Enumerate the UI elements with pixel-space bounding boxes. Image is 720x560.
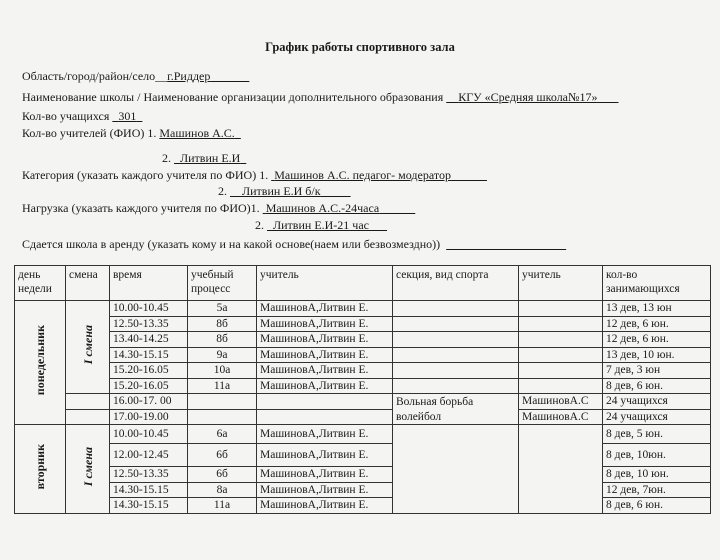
table-row xyxy=(15,332,711,348)
teacher-cell: МашиновА,Литвин Е. xyxy=(257,467,393,483)
section-cell xyxy=(393,347,519,363)
teacher-cell: МашиновА,Литвин Е. xyxy=(257,332,393,348)
day-cell xyxy=(15,425,66,514)
teacher-cell: МашиновА,Литвин Е. xyxy=(257,378,393,394)
teacher-cell xyxy=(257,409,393,425)
category-value-2: Литвин Е.И б/к xyxy=(242,184,321,198)
time-cell: 12.50-13.35 xyxy=(110,467,188,483)
shift-cell xyxy=(66,425,110,514)
schedule-table xyxy=(14,265,711,514)
rent-label: Сдается школа в аренду (указать кому и на какой основе(наем или безвозмездно)) xyxy=(22,237,441,251)
teachers-line-2 xyxy=(162,151,246,166)
class-cell: 9а xyxy=(188,347,257,363)
category-n2: 2. xyxy=(218,184,227,198)
section-cell: волейбол xyxy=(393,409,519,425)
school-line xyxy=(22,90,618,105)
teacher-cell: МашиновА,Литвин Е. xyxy=(257,482,393,498)
class-cell: 10а xyxy=(188,363,257,379)
count-cell: 8 дев, 6 юн. xyxy=(603,498,711,514)
table-row xyxy=(15,301,711,317)
region-line: Область/город/район/село__г.Риддер xyxy=(22,69,211,83)
teacher2-cell xyxy=(519,301,603,317)
count-cell: 8 дев, 5 юн. xyxy=(603,425,711,444)
teacher2-cell: МашиновА.С xyxy=(519,409,603,425)
shift-cell xyxy=(66,301,110,394)
shift-label: I смена xyxy=(80,325,95,365)
document-title: График работы спортивного зала xyxy=(265,40,455,54)
count-cell: 8 дев, 10 юн. xyxy=(603,467,711,483)
teacher2-cell: МашиновА.С xyxy=(519,394,603,410)
class-cell: 11а xyxy=(188,378,257,394)
count-cell: 13 дев, 13 юн xyxy=(603,301,711,317)
class-cell: 6а xyxy=(188,425,257,444)
category-label: Категория (указать каждого учителя по ФИО) 1. xyxy=(22,168,269,182)
teacher-cell: МашиновА,Литвин Е. xyxy=(257,425,393,444)
count-cell: 24 учащихся xyxy=(603,394,711,410)
header-teacher-2: учитель xyxy=(519,266,603,301)
count-cell: 12 дев, 6 юн. xyxy=(603,316,711,332)
day-cell xyxy=(15,301,66,425)
teacher2-cell xyxy=(519,347,603,363)
teacher-cell xyxy=(257,394,393,410)
table-row xyxy=(15,363,711,379)
header-process: учебный процесс xyxy=(188,266,257,301)
teacher2-cell xyxy=(519,332,603,348)
time-cell: 16.00-17. 00 xyxy=(110,394,188,410)
count-cell: 8 дев, 10юн. xyxy=(603,444,711,467)
header-teacher: учитель xyxy=(257,266,393,301)
load-label: Нагрузка (указать каждого учителя по ФИО)1. xyxy=(22,201,260,215)
class-cell xyxy=(188,409,257,425)
students-label: Кол-во учащихся xyxy=(22,109,110,123)
rent-line xyxy=(22,237,566,252)
teacher-cell: МашиновА,Литвин Е. xyxy=(257,363,393,379)
table-header-row xyxy=(15,266,711,301)
time-cell: 12.50-13.35 xyxy=(110,316,188,332)
section-cell xyxy=(393,378,519,394)
section-cell xyxy=(393,301,519,317)
students-value: 301 xyxy=(118,109,137,123)
count-cell: 8 дев, 6 юн. xyxy=(603,378,711,394)
table-row xyxy=(15,347,711,363)
teachers-label: Кол-во учителей (ФИО) 1. xyxy=(22,126,157,140)
class-cell xyxy=(188,394,257,410)
teachers-line xyxy=(22,126,241,141)
table-row xyxy=(15,467,711,483)
load-n2: 2. xyxy=(255,218,264,232)
category-line-2 xyxy=(218,184,351,199)
day-label: вторник xyxy=(33,444,47,490)
count-cell: 7 дев, 3 юн xyxy=(603,363,711,379)
region-label: Область/город/район/село xyxy=(22,69,156,83)
teacher-cell: МашиновА,Литвин Е. xyxy=(257,316,393,332)
section-cell xyxy=(393,425,519,514)
teachers-value-1: Машинов А.С. xyxy=(159,126,235,140)
class-cell: 6б xyxy=(188,467,257,483)
class-cell: 8б xyxy=(188,332,257,348)
time-cell: 10.00-10.45 xyxy=(110,425,188,444)
region-value: г.Риддер xyxy=(167,69,211,83)
time-cell: 13.40-14.25 xyxy=(110,332,188,348)
count-cell: 12 дев, 7юн. xyxy=(603,482,711,498)
class-cell: 6б xyxy=(188,444,257,467)
section-cell xyxy=(393,363,519,379)
class-cell: 11а xyxy=(188,498,257,514)
load-value-2: Литвин Е.И-21 час xyxy=(273,218,369,232)
table-row xyxy=(15,482,711,498)
count-cell: 24 учащихся xyxy=(603,409,711,425)
header-day: день недели xyxy=(15,266,66,301)
shift-cell xyxy=(66,409,110,425)
table-row xyxy=(15,378,711,394)
time-cell: 15.20-16.05 xyxy=(110,378,188,394)
count-cell: 13 дев, 10 юн. xyxy=(603,347,711,363)
table-row xyxy=(15,394,711,410)
teacher2-cell xyxy=(519,363,603,379)
teacher2-cell xyxy=(519,316,603,332)
time-cell: 14.30-15.15 xyxy=(110,498,188,514)
table-row xyxy=(15,409,711,425)
header-shift: смена xyxy=(66,266,110,301)
header-section: секция, вид спорта xyxy=(393,266,519,301)
table-row xyxy=(15,316,711,332)
table-row xyxy=(15,444,711,467)
teacher-cell: МашиновА,Литвин Е. xyxy=(257,498,393,514)
class-cell: 8б xyxy=(188,316,257,332)
day-label: понедельник xyxy=(33,325,47,396)
count-cell: 12 дев, 6 юн. xyxy=(603,332,711,348)
shift-label: I смена xyxy=(80,447,95,487)
table-row xyxy=(15,425,711,444)
category-value-1: Машинов А.С. педагог- модератор xyxy=(274,168,451,182)
time-cell: 14.30-15.15 xyxy=(110,347,188,363)
school-label: Наименование школы / Наименование организации дополнительного образования xyxy=(22,90,444,104)
class-cell: 5а xyxy=(188,301,257,317)
section-cell xyxy=(393,332,519,348)
teachers-n2: 2. xyxy=(162,151,171,165)
load-line xyxy=(22,201,415,216)
header-time: время xyxy=(110,266,188,301)
load-line-2 xyxy=(255,218,387,233)
load-value-1: Машинов А.С.-24часа xyxy=(265,201,380,215)
header-count: кол-во занимающихся xyxy=(603,266,711,301)
time-cell: 15.20-16.05 xyxy=(110,363,188,379)
students-line xyxy=(22,109,142,124)
teachers-value-2: Литвин Е.И xyxy=(180,151,241,165)
section-cell xyxy=(393,316,519,332)
time-cell: 10.00-10.45 xyxy=(110,301,188,317)
time-cell: 12.00-12.45 xyxy=(110,444,188,467)
time-cell: 14.30-15.15 xyxy=(110,482,188,498)
table-row xyxy=(15,498,711,514)
section-cell: Вольная борьба xyxy=(393,394,519,410)
teacher-cell: МашиновА,Литвин Е. xyxy=(257,444,393,467)
shift-cell xyxy=(66,394,110,410)
teacher2-cell xyxy=(519,378,603,394)
school-value: КГУ «Средняя школа№17» xyxy=(458,90,598,104)
time-cell: 17.00-19.00 xyxy=(110,409,188,425)
teacher2-cell xyxy=(519,425,603,514)
teacher-cell: МашиновА,Литвин Е. xyxy=(257,347,393,363)
teacher-cell: МашиновА,Литвин Е. xyxy=(257,301,393,317)
class-cell: 8а xyxy=(188,482,257,498)
category-line xyxy=(22,168,487,183)
